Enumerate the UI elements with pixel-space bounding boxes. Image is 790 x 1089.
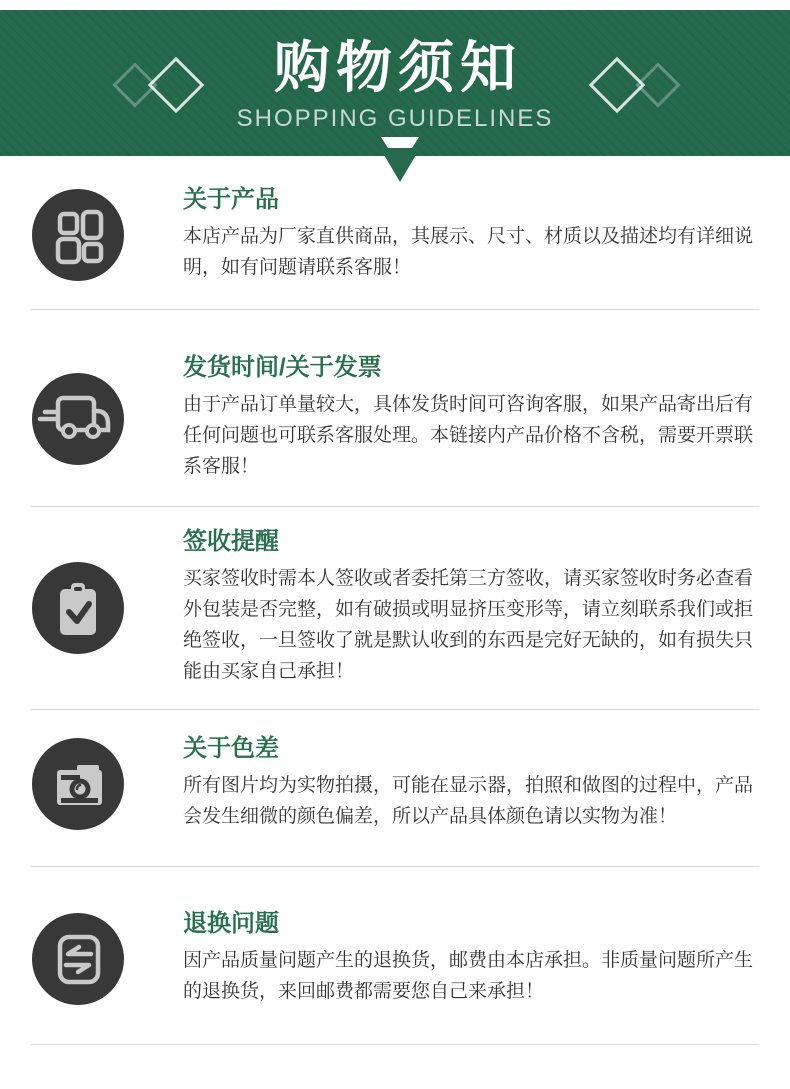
truck-icon: [32, 373, 124, 465]
section-heading: 关于色差: [183, 735, 279, 762]
section-body: 由于产品订单量较大，具体发货时间可咨询客服，如果产品寄出后有任何问题也可联系客服处理。本链接内产品价格不含税，需要开票联系客服！: [183, 394, 754, 477]
camera-icon: [32, 738, 124, 830]
section-shipping-invoice: [0, 310, 790, 506]
grid-icon: [32, 189, 124, 281]
divider: [31, 1044, 759, 1045]
section-heading: 发货时间/关于发票: [183, 354, 382, 381]
section-heading: 关于产品: [183, 186, 279, 213]
section-body: 本店产品为厂家直供商品，其展示、尺寸、材质以及描述均有详细说明，如有问题请联系客服！: [183, 226, 754, 278]
down-arrow-icon: [368, 133, 432, 185]
diamond-decoration-right-small: [635, 62, 680, 107]
section-return-exchange: [0, 867, 790, 1044]
page-title: 购物须知: [274, 36, 522, 100]
section-body: 因产品质量问题产生的退换货，邮费由本店承担。非质量问题所产生的退换货，来回邮费都需要您自己来承担！: [183, 950, 754, 1002]
section-heading: 签收提醒: [183, 528, 279, 555]
section-receipt-reminder: [0, 507, 790, 709]
page-subtitle: SHOPPING GUIDELINES: [236, 104, 554, 132]
section-body: 所有图片均为实物拍摄，可能在显示器，拍照和做图的过程中，产品会发生细微的颜色偏差，所以产品具体颜色请以实物为准！: [183, 775, 754, 827]
clipboard-check-icon: [32, 562, 124, 654]
diamond-decoration-left-large: [148, 57, 205, 114]
section-heading: 退换问题: [183, 910, 279, 937]
section-body: 买家签收时需本人签收或者委托第三方签收，请买家签收时务必查看外包装是否完整，如有破损或明显挤压变形等，请立刻联系我们或拒绝签收，一旦签收了就是默认收到的东西是完好无缺的，如有损失只能由买家自己承担！: [183, 568, 754, 682]
section-color-difference: [0, 710, 790, 866]
swap-arrows-icon: [32, 913, 124, 1005]
